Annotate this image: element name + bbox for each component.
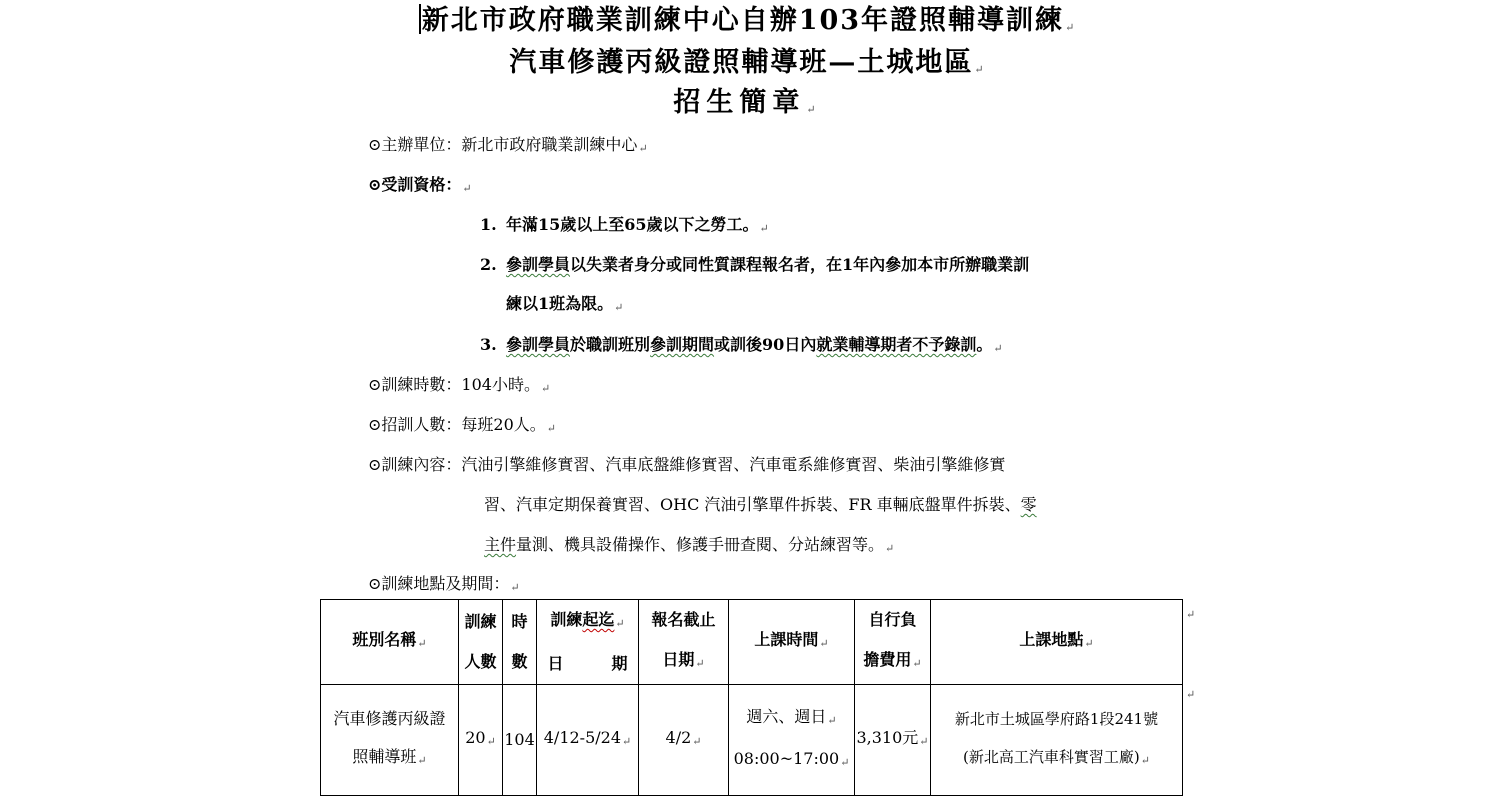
enroll-row: ⊙招訓人數：每班20人。↵ (368, 415, 557, 435)
paragraph-mark-icon: ↵ (1065, 21, 1077, 34)
title-line-3: 招生簡章↵ (673, 87, 822, 118)
title-line-1: 新北市政府職業訓練中心自辦103年證照輔導訓練↵ (0, 4, 1495, 45)
table-header-row (321, 600, 1183, 685)
paragraph-mark-icon: ↵ (510, 581, 520, 594)
cell-count: 20↵ (459, 685, 503, 796)
content-row-3: 主件量測、機具設備操作、修護手冊查閱、分站練習等。↵ (484, 535, 895, 555)
header-period: 訓練起迄↵ 日 期 (537, 600, 639, 685)
row-end-mark-icon: ↵ (1186, 608, 1196, 621)
header-count: 訓練 人數 (459, 600, 503, 685)
paragraph-mark-icon: ↵ (827, 714, 837, 727)
cell-fee: 3,310元↵ (855, 685, 931, 796)
eligibility-heading: ⊙受訓資格：↵ (368, 175, 472, 195)
eligibility-item-1: 1. 年滿15歲以上至65歲以下之勞工。↵ (480, 215, 769, 235)
paragraph-mark-icon: ↵ (486, 735, 496, 748)
cell-period: 4/12-5/24↵ (537, 685, 639, 796)
paragraph-mark-icon: ↵ (1140, 754, 1150, 767)
schedule-table (320, 599, 1183, 796)
paragraph-mark-icon: ↵ (919, 735, 929, 748)
paragraph-mark-icon: ↵ (546, 422, 557, 435)
content-row: ⊙訓練內容：汽油引擎維修實習、汽車底盤維修實習、汽車電系維修實習、柴油引擎維修實 (368, 455, 1006, 474)
paragraph-mark-icon: ↵ (806, 103, 822, 116)
header-fee: 自行負 擔費用↵ (855, 600, 931, 685)
eligibility-item-2-cont: 練以1班為限。↵ (506, 294, 624, 314)
paragraph-mark-icon: ↵ (993, 342, 1003, 355)
paragraph-mark-icon: ↵ (622, 735, 632, 748)
hours-row: ⊙訓練時數：104小時。↵ (368, 375, 551, 395)
cell-class-name: 汽車修護丙級證 照輔導班↵ (321, 685, 459, 796)
paragraph-mark-icon: ↵ (614, 301, 624, 314)
content-row-2: 習、汽車定期保養實習、OHC 汽油引擎單件拆裝、FR 車輛底盤單件拆裝、零 (484, 495, 1037, 514)
paragraph-mark-icon: ↵ (695, 657, 705, 670)
paragraph-mark-icon: ↵ (912, 657, 922, 670)
paragraph-mark-icon: ↵ (840, 756, 850, 769)
cell-location: 新北市土城區學府路1段241號 (新北高工汽車科實習工廠)↵ (931, 685, 1183, 796)
text-cursor (419, 4, 421, 34)
paragraph-mark-icon: ↵ (1084, 637, 1094, 650)
paragraph-mark-icon: ↵ (692, 735, 702, 748)
title-line-2: 汽車修護丙級證照輔導班—土城地區↵ (509, 47, 986, 78)
paragraph-mark-icon: ↵ (462, 182, 472, 195)
header-location: 上課地點↵ (931, 600, 1183, 685)
paragraph-mark-icon: ↵ (417, 754, 427, 767)
paragraph-mark-icon: ↵ (615, 617, 625, 630)
paragraph-mark-icon: ↵ (974, 63, 986, 76)
paragraph-mark-icon: ↵ (885, 542, 895, 555)
header-deadline: 報名截止 日期↵ (639, 600, 729, 685)
header-time: 上課時間↵ (729, 600, 855, 685)
place-heading: ⊙訓練地點及期間：↵ (368, 574, 520, 594)
header-class-name: 班別名稱↵ (321, 600, 459, 685)
cell-hours: 104 (503, 685, 537, 796)
paragraph-mark-icon: ↵ (638, 142, 648, 155)
cell-deadline: 4/2↵ (639, 685, 729, 796)
paragraph-mark-icon: ↵ (759, 222, 769, 235)
paragraph-mark-icon: ↵ (540, 382, 551, 395)
table-row (321, 685, 1183, 796)
row-end-mark-icon: ↵ (1186, 688, 1196, 701)
eligibility-item-2: 2. 參訓學員以失業者身分或同性質課程報名者，在1年內參加本市所辦職業訓 (480, 255, 1030, 274)
cell-time: 週六、週日↵ 08:00~17:00↵ (729, 685, 855, 796)
paragraph-mark-icon: ↵ (819, 637, 829, 650)
organizer-row: ⊙主辦單位：新北市政府職業訓練中心↵ (368, 135, 648, 155)
paragraph-mark-icon: ↵ (417, 637, 427, 650)
eligibility-item-3: 3. 參訓學員於職訓班別參訓期間或訓後90日內就業輔導期者不予錄訓。↵ (480, 335, 1003, 355)
header-hours: 時 數 (503, 600, 537, 685)
